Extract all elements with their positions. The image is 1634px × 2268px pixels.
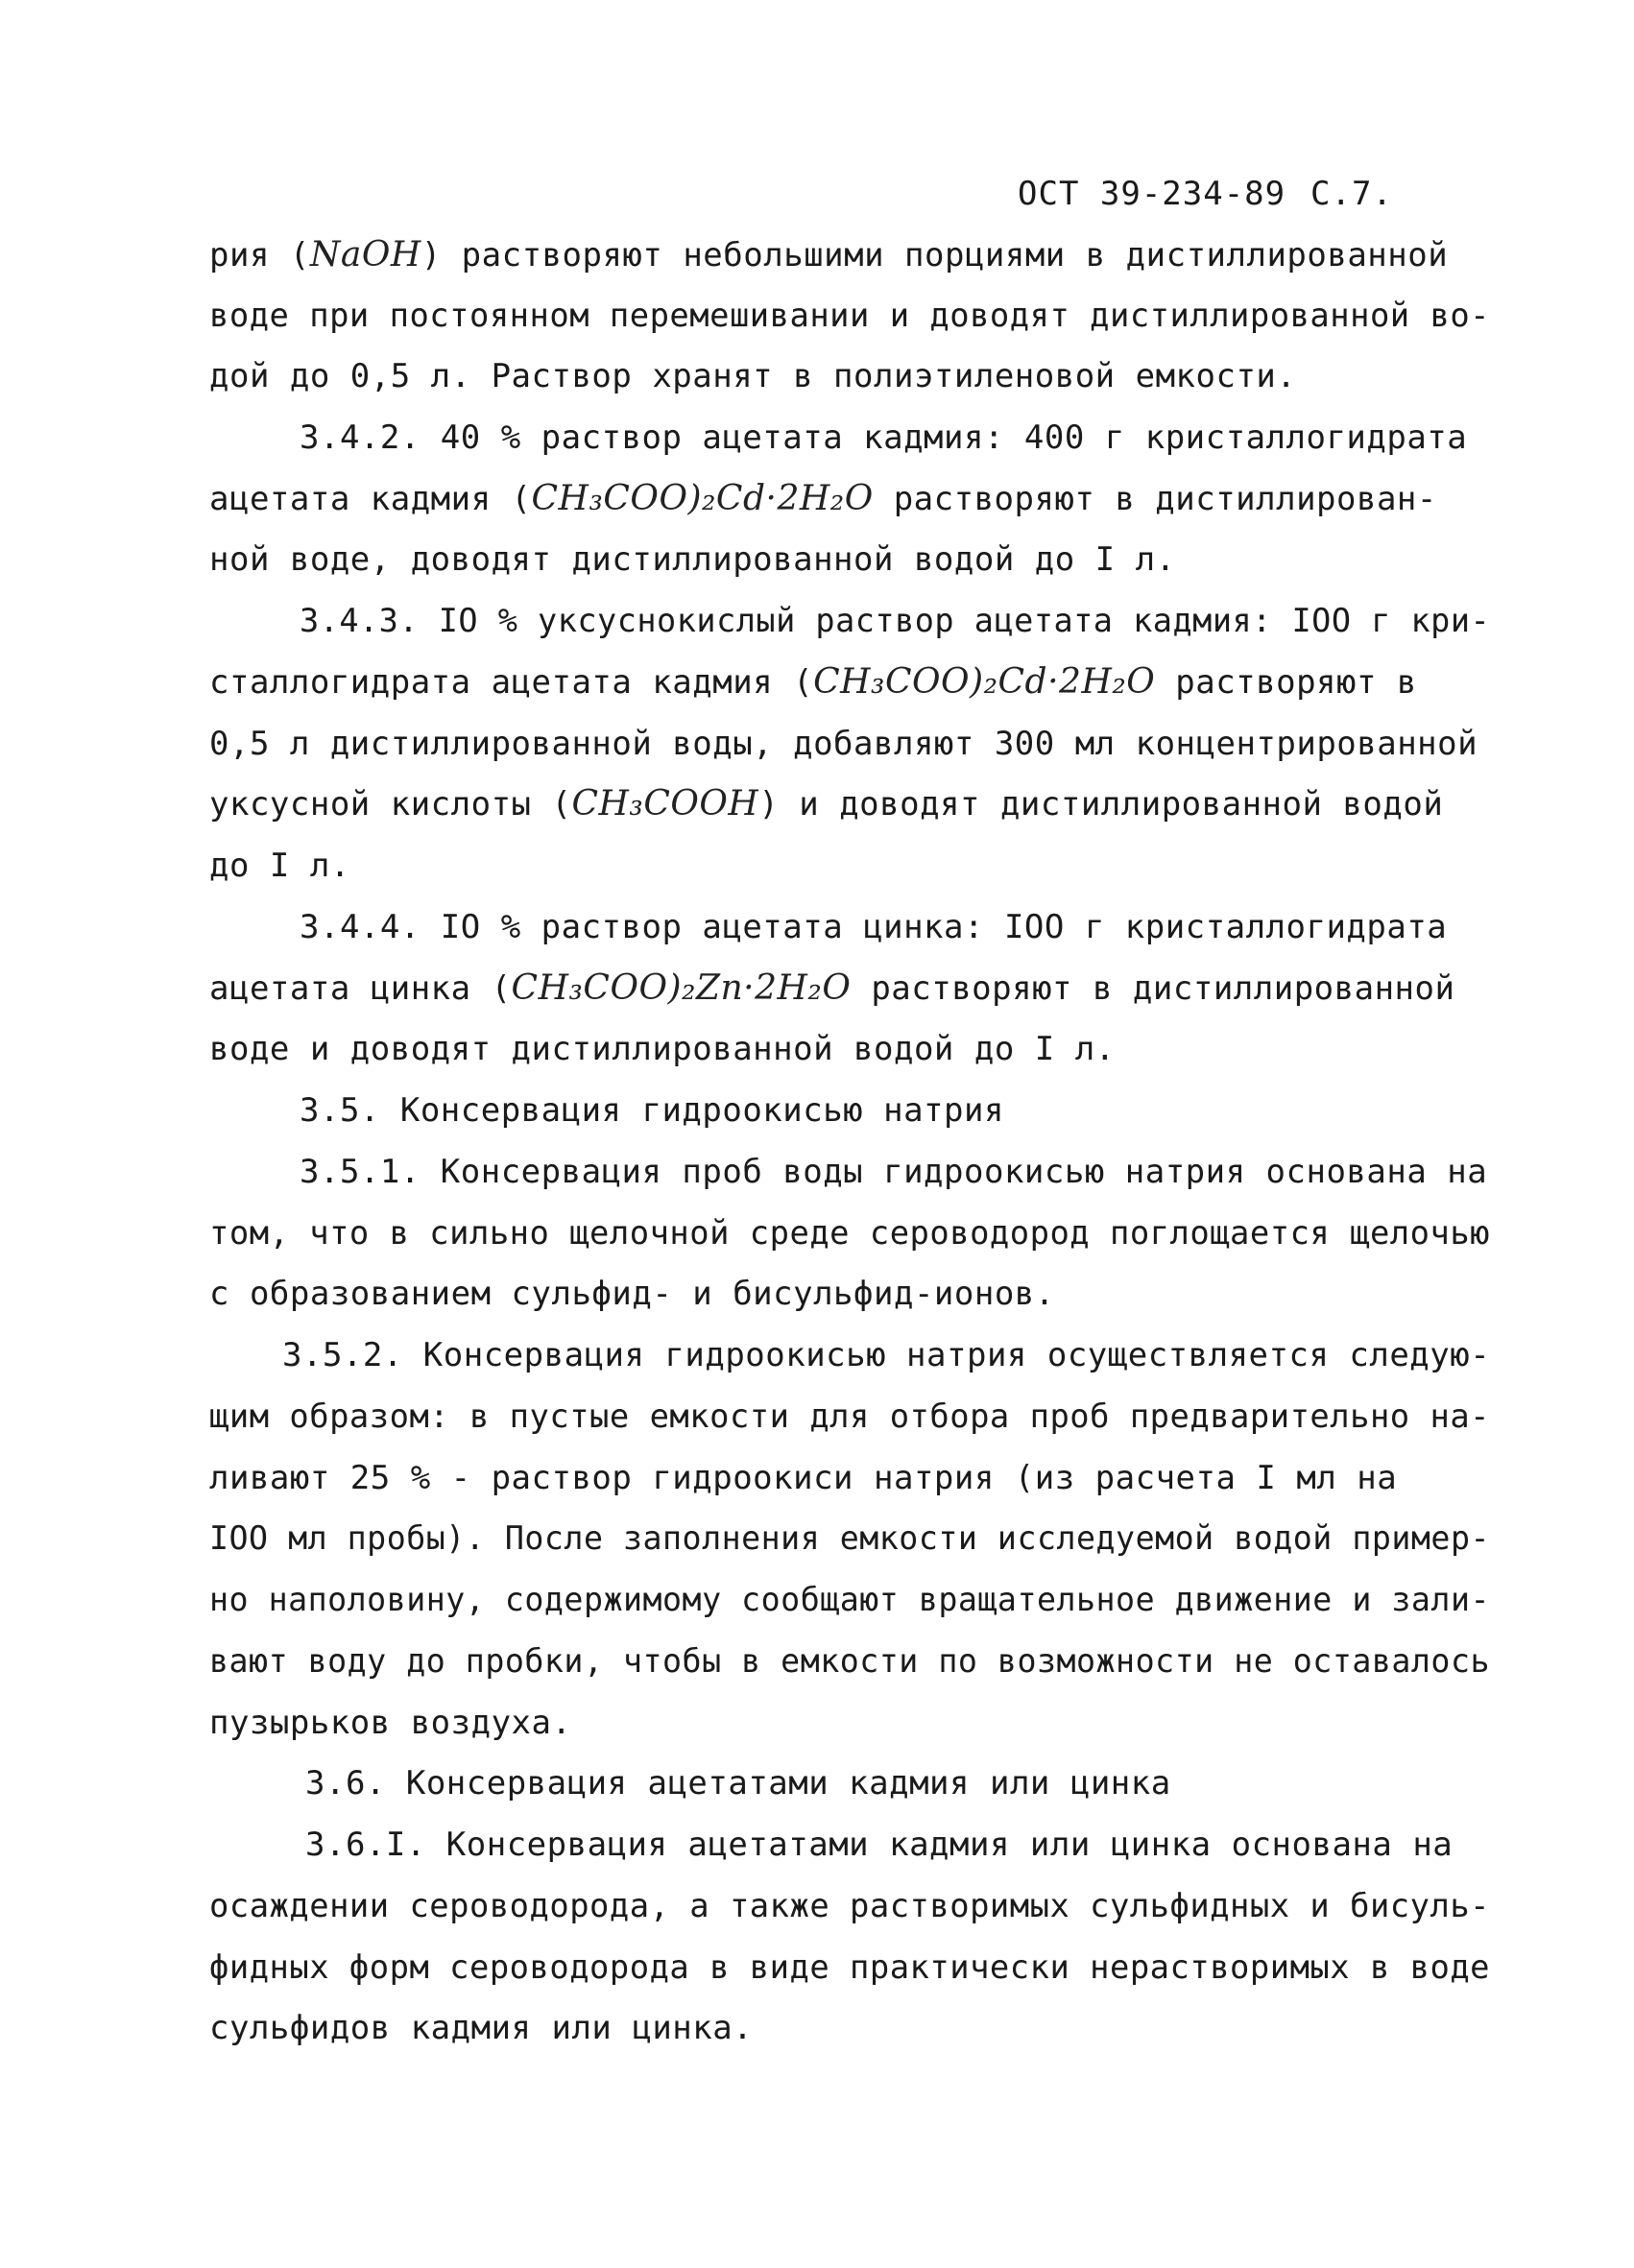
section-heading-3-6: 3.6. Консервация ацетатами кадмия или цинка <box>305 1764 1171 1802</box>
text-line: фидных форм сероводорода в виде практически нерастворимых в воде <box>209 1948 1491 1987</box>
text-line <box>209 785 1443 824</box>
paragraph-3-5-1: 3.5.1. Консервация проб воды гидроокисью натрия основана на <box>300 1153 1488 1191</box>
text-line: вают воду до пробки, чтобы в емкости по возможности не оставалось <box>209 1642 1491 1681</box>
document-code: ОСТ 39-234-89 <box>1018 175 1286 213</box>
text-line: воде и доводят дистиллированной водой до I л. <box>209 1030 1116 1068</box>
handwritten-formula: CH₃COO)₂Cd·2H₂O <box>813 662 1156 702</box>
text-fragment: ацетата кадмия ( <box>209 480 532 518</box>
text-line: 0,5 л дистиллированной воды, добавляют 300 мл концентрированной <box>209 725 1478 763</box>
text-line: ной воде, доводят дистиллированной водой до I л. <box>209 540 1176 579</box>
text-line <box>209 236 1448 275</box>
handwritten-formula: CH₃COO)₂Zn·2H₂O <box>511 968 852 1008</box>
text-fragment: уксусной кислоты ( <box>209 785 572 824</box>
text-line: том, что в сильно щелочной среде сероводород поглощается щелочью <box>209 1214 1491 1253</box>
text-fragment: рия ( <box>209 236 310 275</box>
text-line: но наполовину, содержимому сообщают вращательное движение и зали- <box>209 1581 1491 1619</box>
text-fragment: ) и доводят дистиллированной водой <box>758 785 1444 824</box>
text-fragment: сталлогидрата ацетата кадмия ( <box>209 663 814 702</box>
text-fragment: растворяют в дистиллирован- <box>873 480 1437 518</box>
paragraph-3-5-2: 3.5.2. Консервация гидроокисью натрия осуществляется следую- <box>282 1336 1491 1374</box>
text-fragment: ) растворяют небольшими порциями в дистиллированной <box>421 236 1449 275</box>
text-line: осаждении сероводорода, а также растворимых сульфидных и бисуль- <box>209 1887 1491 1925</box>
text-line: с образованием сульфид- и бисульфид-ионов. <box>209 1275 1055 1313</box>
text-line: ливают 25 % - раствор гидроокиси натрия (из расчета I мл на <box>209 1459 1398 1497</box>
text-fragment: растворяют в дистиллированной <box>851 969 1455 1008</box>
text-line: сульфидов кадмия или цинка. <box>209 2009 754 2047</box>
text-line <box>209 663 1417 702</box>
paragraph-3-4-2: 3.4.2. 40 % раствор ацетата кадмия: 400 г кристаллогидрата <box>300 418 1468 457</box>
section-heading-3-5: 3.5. Консервация гидроокисью натрия <box>300 1091 1004 1130</box>
paragraph-3-6-1: 3.6.I. Консервация ацетатами кадмия или цинка основана на <box>305 1826 1454 1864</box>
text-line: до I л. <box>209 847 350 885</box>
handwritten-formula: NaOH <box>309 235 421 275</box>
text-line <box>209 480 1437 518</box>
text-line: воде при постоянном перемешивании и доводят дистиллированной во- <box>209 297 1491 335</box>
text-fragment: растворяют в <box>1155 663 1417 702</box>
page-number: С.7. <box>1310 175 1393 213</box>
text-fragment: ацетата цинка ( <box>209 969 512 1008</box>
text-line: дой до 0,5 л. Раствор хранят в полиэтиленовой емкости. <box>209 357 1297 395</box>
paragraph-3-4-3: 3.4.3. IO % уксуснокислый раствор ацетата кадмия: IOO г кри- <box>300 602 1491 640</box>
text-line: пузырьков воздуха. <box>209 1704 572 1742</box>
handwritten-formula: CH₃COOH <box>571 784 759 824</box>
text-line: IOO мл пробы). После заполнения емкости исследуемой водой пример- <box>209 1519 1491 1558</box>
handwritten-formula: CH₃COO)₂Cd·2H₂O <box>531 479 874 518</box>
text-line: щим образом: в пустые емкости для отбора проб предварительно на- <box>209 1397 1491 1436</box>
paragraph-3-4-4: 3.4.4. IO % раствор ацетата цинка: IOO г кристаллогидрата <box>300 908 1448 946</box>
text-line <box>209 969 1454 1008</box>
